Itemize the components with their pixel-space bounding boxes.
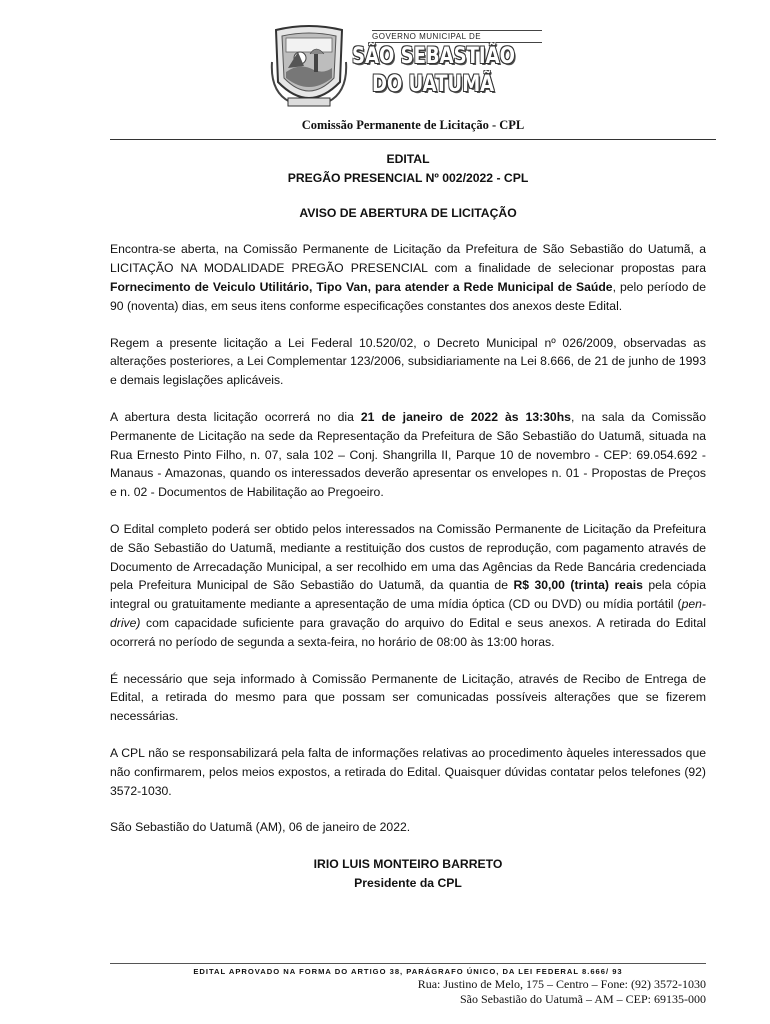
document-body [110, 150, 706, 893]
footer-address-line-2: São Sebastião do Uatumã – AM – CEP: 69135-000 [460, 992, 706, 1006]
notice-subtitle: AVISO DE ABERTURA DE LICITAÇÃO [299, 205, 517, 220]
city-name-line-1: SÃO SEBASTIÃO [352, 44, 515, 69]
signatory-name: IRIO LUIS MONTEIRO BARRETO [313, 857, 503, 872]
commission-heading: Comissão Permanente de Licitação - CPL [110, 118, 716, 140]
bold-text: R$ 30,00 (trinta) reais [513, 578, 643, 593]
text: pela cópia integral ou gratuitamente mediante a apresentação de uma mídia óptica (CD ou DVD) ou mídia portátil ( [110, 578, 706, 612]
signatory-role: Presidente da CPL [354, 875, 462, 890]
text: O Edital completo poderá ser obtido pelos interessados na Comissão Permanente de Licitação da Prefeitura de São Sebastião do Uatumã, mediante a restituição dos custos de reprodução, com pagamento através de Documento de Arrecadação Municipal, a ser recolhido em uma das Agências da Rede Bancária credenciada pela Prefeitura Municipal de São Sebastião do Uatumã, da quantia de [110, 521, 706, 593]
footer-approval-note: EDITAL APROVADO NA FORMA DO ARTIGO 38, PARÁGRAFO ÚNICO, DA LEI FEDERAL 8.666/ 93 [193, 967, 623, 976]
text: com capacidade suficiente para gravação do arquivo do Edital e seus anexos. A retirada do Edital ocorrerá no período de segunda a sexta-feira, no horário de 08:00 às 13:00 horas. [110, 615, 706, 649]
edital-title: EDITAL [386, 152, 430, 166]
paragraph-object [110, 240, 706, 315]
paragraph-legal-basis: Regem a presente licitação a Lei Federal 10.520/02, o Decreto Municipal nº 026/2009, observadas as alterações posteriores, a Lei Complementar 123/2006, subsidiariamente na Lei 8.666, de 21 de junho de 1993 e demais legislações aplicáveis. [110, 335, 706, 388]
city-name-line-2: DO UATUMÃ [372, 72, 495, 97]
bold-text: 21 de janeiro de 2022 às 13:30hs [360, 409, 571, 424]
paragraph-opening-date [110, 408, 706, 502]
bold-text: Fornecimento de Veiculo Utilitário, Tipo Van, para atender a Rede Municipal de Saúde [110, 279, 613, 294]
document-date: São Sebastião do Uatumã (AM), 06 de janeiro de 2022. [110, 820, 411, 835]
footer-address-line-1: Rua: Justino de Melo, 175 – Centro – Fone: (92) 3572-1030 [417, 977, 706, 991]
footer-address [418, 977, 706, 1007]
paragraph-responsibility: A CPL não se responsabilizará pela falta de informações relativas ao procedimento àqueles interessados que não confirmarem, pelos meios expostos, a retirada do Edital. Quaisquer dúvidas contatar pelos telefones (92) 3572-1030. [110, 745, 706, 798]
government-line: GOVERNO MUNICIPAL DE [372, 30, 542, 43]
text: Encontra-se aberta, na Comissão Permanente de Licitação da Prefeitura de São Sebastião do Uatumã, a LICITAÇÃO NA MODALIDADE PREGÃO PRESENCIAL com a finalidade de selecionar propostas para [110, 242, 706, 276]
paragraph-edital-access [110, 520, 706, 652]
letterhead [0, 0, 770, 130]
italic-text: pen-drive) [110, 597, 706, 630]
footer-divider [110, 963, 706, 964]
text: , na sala da Comissão Permanente de Licitação na sede da Representação da Prefeitura de São Sebastião do Uatumã, situada na Rua Ernesto Pinto Filho, n. 07, sala 102 – Conj. Shangrilla II, Parque 10 de novembro - CEP: 69.054.692 - Manaus - Amazonas, quando os interessados deverão apresentar os envelopes n. 01 - Propostas de Preços e n. 02 - Documentos de Habilitação ao Pregoeiro. [110, 409, 706, 500]
pregao-title: PREGÃO PRESENCIAL Nº 002/2022 - CPL [287, 170, 529, 185]
municipal-coat-of-arms-icon [270, 22, 348, 114]
text: , pelo período de 90 (noventa) dias, em seus itens conforme especificações constantes dos anexos deste Edital. [110, 279, 706, 313]
text: A abertura desta licitação ocorrerá no dia [110, 409, 361, 424]
paragraph-receipt-notice: É necessário que seja informado à Comissão Permanente de Licitação, através de Recibo de Entrega de Edital, a retirada do mesmo para que possam ser comunicadas possíveis alterações que se fizerem necessárias. [110, 671, 706, 724]
